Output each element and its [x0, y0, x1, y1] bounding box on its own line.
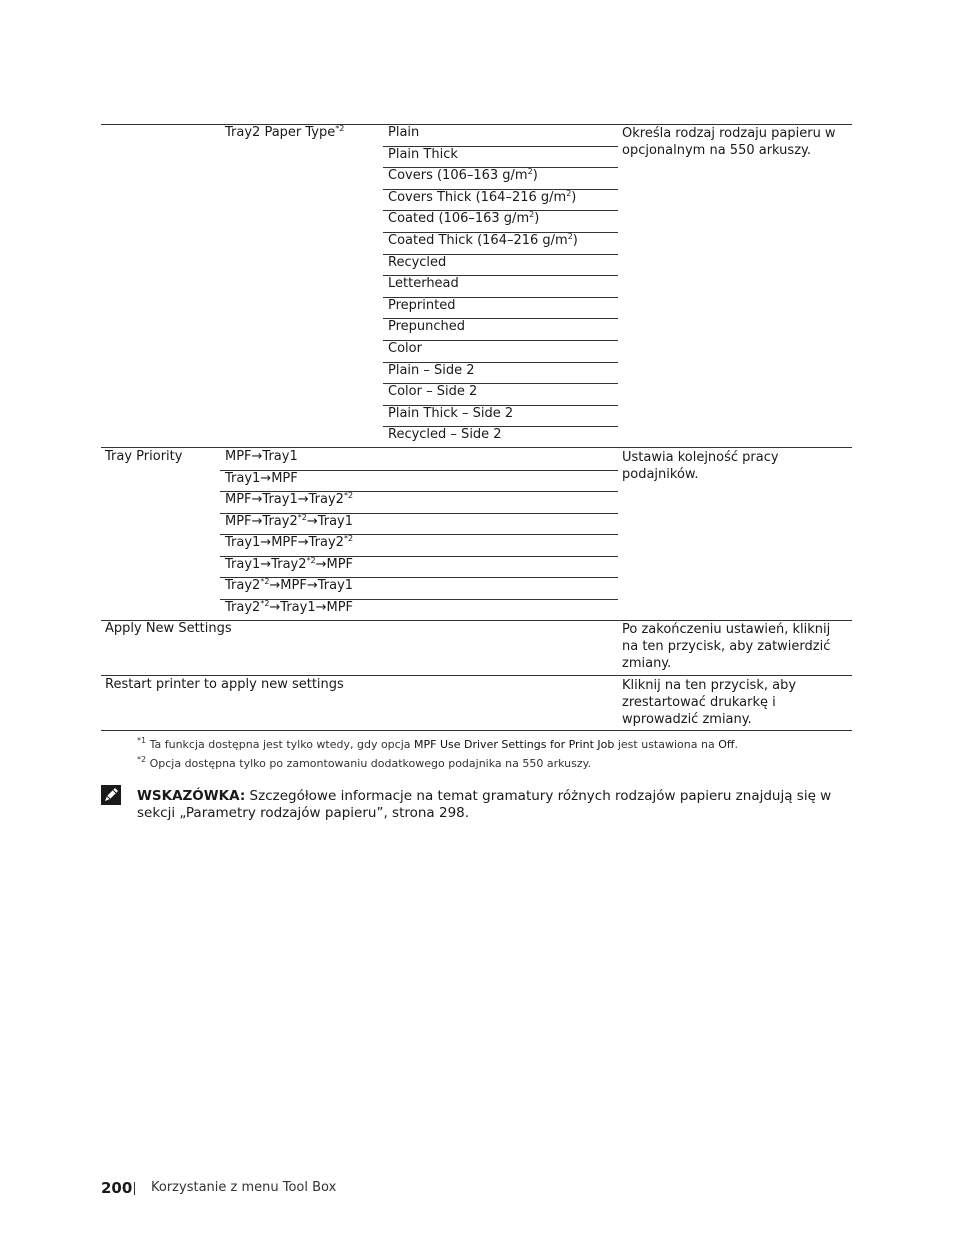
priority-option: $Tray1\to MPF\to Tray2^{*2}$: [225, 534, 354, 550]
tray2-option: Color – Side 2: [388, 384, 478, 400]
priority-option: $Tray1\to Tray2^{*2}\to MPF$: [225, 555, 354, 572]
apply-bottom-rule: [101, 675, 852, 676]
footnote-2: $^{*2}$ Opcja dostępna tylko po zamontowaniu dodatkowego podajnika na 550 arkuszy.: [137, 755, 592, 770]
priority-option: $MPF\to Tray1\to Tray2^{*2}$: [225, 491, 354, 507]
tray2-option: Preprinted: [388, 297, 456, 313]
tray2-option: Letterhead: [388, 276, 459, 292]
note-pencil-icon: [101, 785, 121, 805]
priority-option: $Tray2^{*2}\to Tray1\to MPF$: [225, 598, 354, 615]
tray2-bottom-rule: [101, 447, 852, 448]
apply-settings-label: Apply New Settings: [105, 621, 232, 636]
tray2-option: Coated (106–163 $g/m^2$): [388, 210, 540, 227]
tray2-option: Recycled – Side 2: [388, 427, 502, 443]
tray2-option: Covers (106–163 $g/m^2$): [388, 167, 538, 184]
priority-option: $MPF\to Tray2^{*2}\to Tray1$: [225, 512, 354, 529]
tray-priority-label: Tray Priority: [105, 449, 183, 464]
priority-option: MPF→Tray1: [225, 449, 298, 464]
tray2-option: Covers Thick (164–216 $g/m^2$): [388, 188, 577, 205]
tray2-option: Color: [388, 341, 422, 356]
page-number: 200: [101, 1179, 133, 1197]
tray2-option: Recycled: [388, 254, 447, 270]
restart-printer-description: Kliknij na ten przycisk, aby zrestartować drukarkę i wprowadzić zmiany.: [622, 678, 797, 727]
tray2-option: Plain: [388, 125, 420, 140]
tray2-option: Plain Thick: [388, 146, 458, 162]
tray2-option: Prepunched: [388, 319, 466, 335]
tray2-option: Coated Thick (164–216 $g/m^2$): [388, 232, 578, 248]
tray2-option: Plain Thick – Side 2: [388, 405, 514, 421]
tray2-description: Określa rodzaj rodzaju papieru w opcjonalnym na 550 arkuszy.: [622, 126, 836, 158]
footnote-1: $^{*1}$ Ta funkcja dostępna jest tylko wtedy, gdy opcja MPF Use Driver Settings for Print Job jest ustawiona na Off.: [137, 736, 738, 751]
note-text: WSKAZÓWKA: Szczegółowe informacje na temat gramatury różnych rodzajów papieru znajdują się w sekcji „Parametry rodzajów papieru”, strona 298.: [137, 788, 832, 821]
priority-option: $Tray2^{*2}\to MPF\to Tray1$: [225, 577, 354, 593]
tray2-option: Plain – Side 2: [388, 362, 475, 378]
apply-settings-description: Po zakończeniu ustawień, kliknij na ten przycisk, aby zatwierdzić zmiany.: [622, 622, 831, 671]
priority-option: Tray1→MPF: [225, 470, 298, 486]
footer-separator: [134, 1182, 135, 1195]
restart-printer-label: Restart printer to apply new settings: [105, 677, 344, 692]
footer-section-title: Korzystanie z menu Tool Box: [151, 1180, 337, 1195]
table-bottom-rule: [101, 730, 852, 731]
tray2-label: Tray2 Paper Type$^{*2}$: [225, 124, 345, 140]
tray-priority-description: Ustawia kolejność pracy podajników.: [622, 450, 779, 482]
